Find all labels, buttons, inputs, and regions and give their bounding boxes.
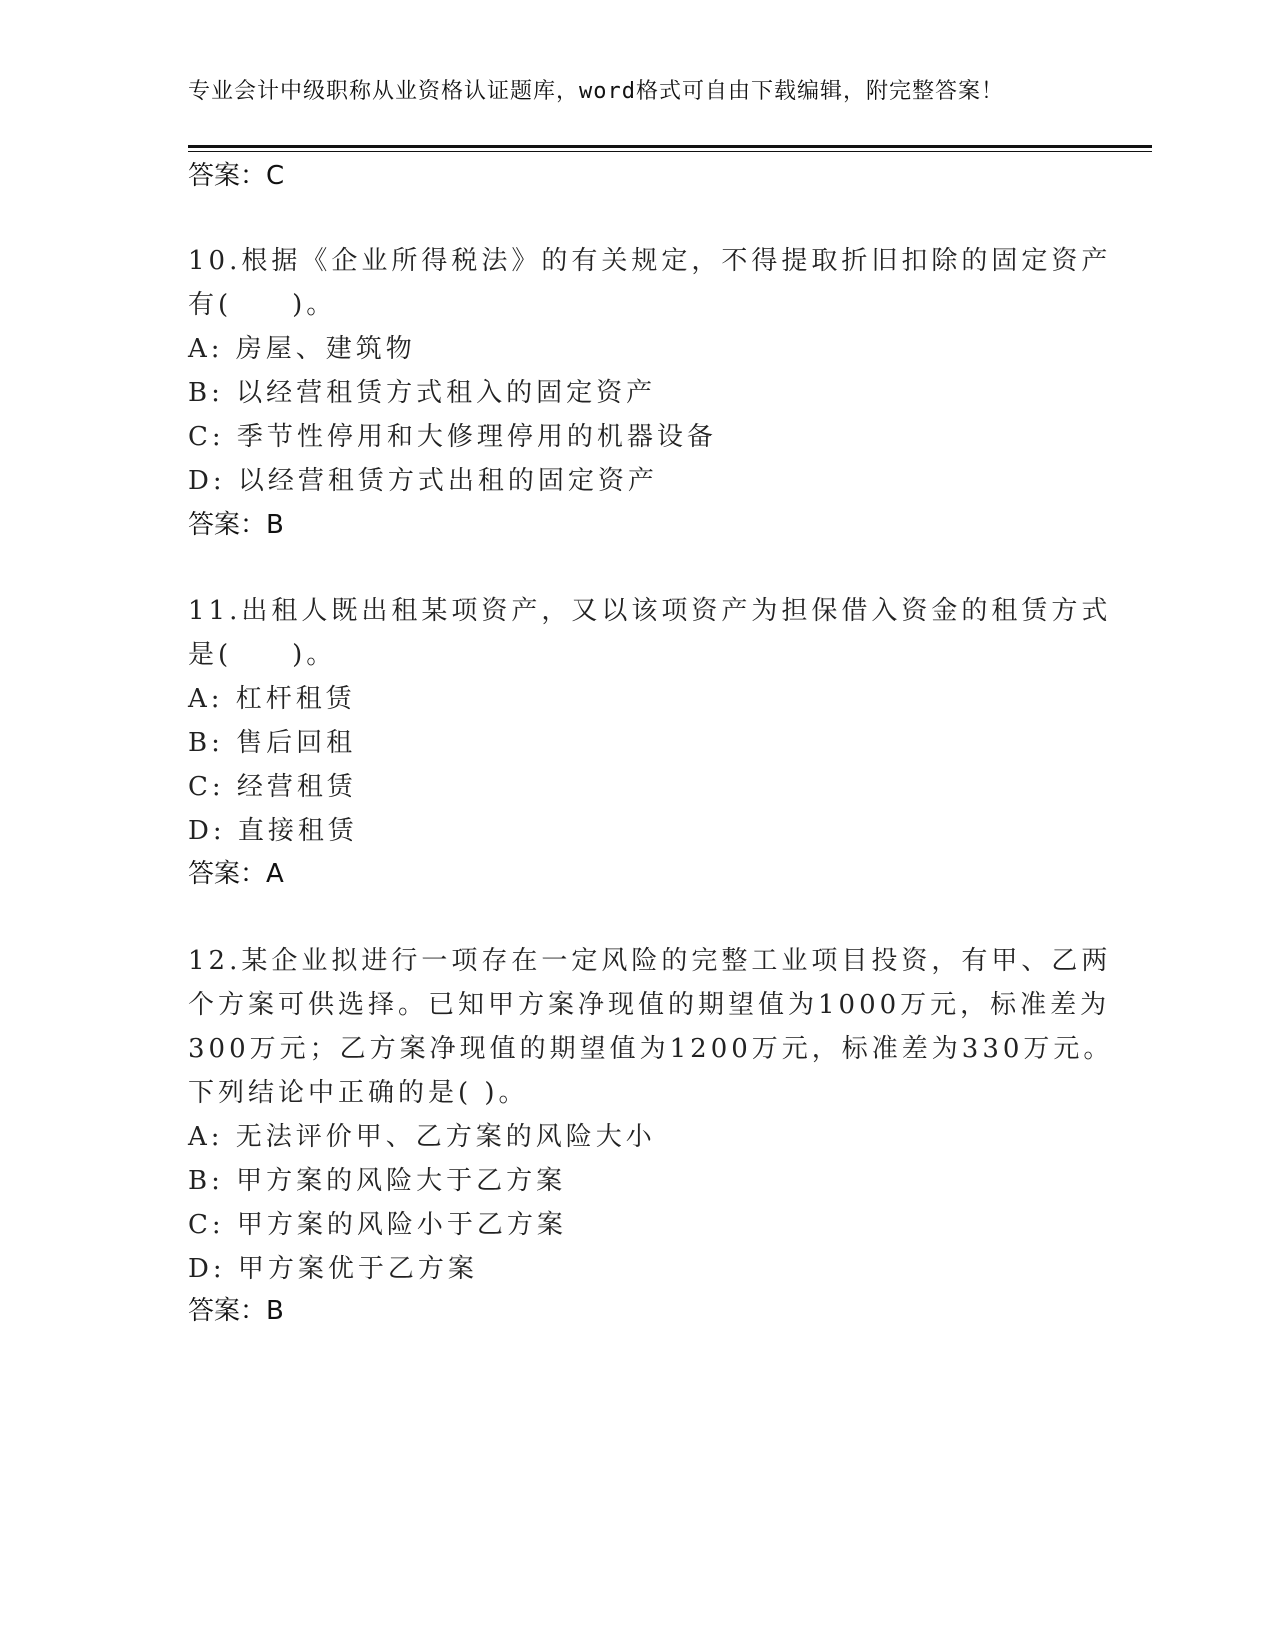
q11-option-a: A: 杠杆租赁: [188, 684, 356, 714]
previous-answer: 答案：C: [188, 161, 285, 191]
page-header: 专业会计中级职称从业资格认证题库，word格式可自由下载编辑，附完整答案！: [188, 79, 1004, 104]
q11-option-b: B: 售后回租: [188, 728, 357, 758]
q12-stem-line-2: 个方案可供选择。已知甲方案净现值的期望值为1000万元，标准差为: [188, 990, 1111, 1020]
q12-stem-line-1: 12.某企业拟进行一项存在一定风险的完整工业项目投资，有甲、乙两: [188, 946, 1112, 976]
q10-option-b: B: 以经营租赁方式租入的固定资产: [188, 378, 657, 408]
header-divider-thin: [188, 151, 1152, 152]
q11-stem-line-1: 11.出租人既出租某项资产，又以该项资产为担保借入资金的租赁方式: [188, 596, 1112, 626]
q12-option-c: C: 甲方案的风险小于乙方案: [188, 1210, 567, 1240]
q10-option-a: A: 房屋、建筑物: [188, 334, 416, 364]
q10-option-c: C: 季节性停用和大修理停用的机器设备: [188, 422, 717, 452]
q12-answer: 答案：B: [188, 1296, 284, 1326]
q11-option-c: C: 经营租赁: [188, 772, 357, 802]
q11-option-d: D: 直接租赁: [188, 816, 358, 846]
q10-stem-line-2: 有( )。: [188, 290, 337, 320]
q12-option-a: A: 无法评价甲、乙方案的风险大小: [188, 1122, 656, 1152]
q10-stem-line-1: 10.根据《企业所得税法》的有关规定，不得提取折旧扣除的固定资产: [188, 246, 1112, 276]
q12-stem-line-4: 下列结论中正确的是( )。: [188, 1078, 529, 1108]
q11-answer: 答案：A: [188, 859, 284, 889]
q12-stem-line-3: 300万元；乙方案净现值的期望值为1200万元，标准差为330万元。: [188, 1034, 1114, 1064]
q10-answer: 答案：B: [188, 510, 284, 540]
q12-option-d: D: 甲方案优于乙方案: [188, 1254, 478, 1284]
q12-option-b: B: 甲方案的风险大于乙方案: [188, 1166, 567, 1196]
q10-option-d: D: 以经营租赁方式出租的固定资产: [188, 466, 658, 496]
q11-stem-line-2: 是( )。: [188, 640, 337, 670]
header-divider-thick: [188, 145, 1152, 148]
